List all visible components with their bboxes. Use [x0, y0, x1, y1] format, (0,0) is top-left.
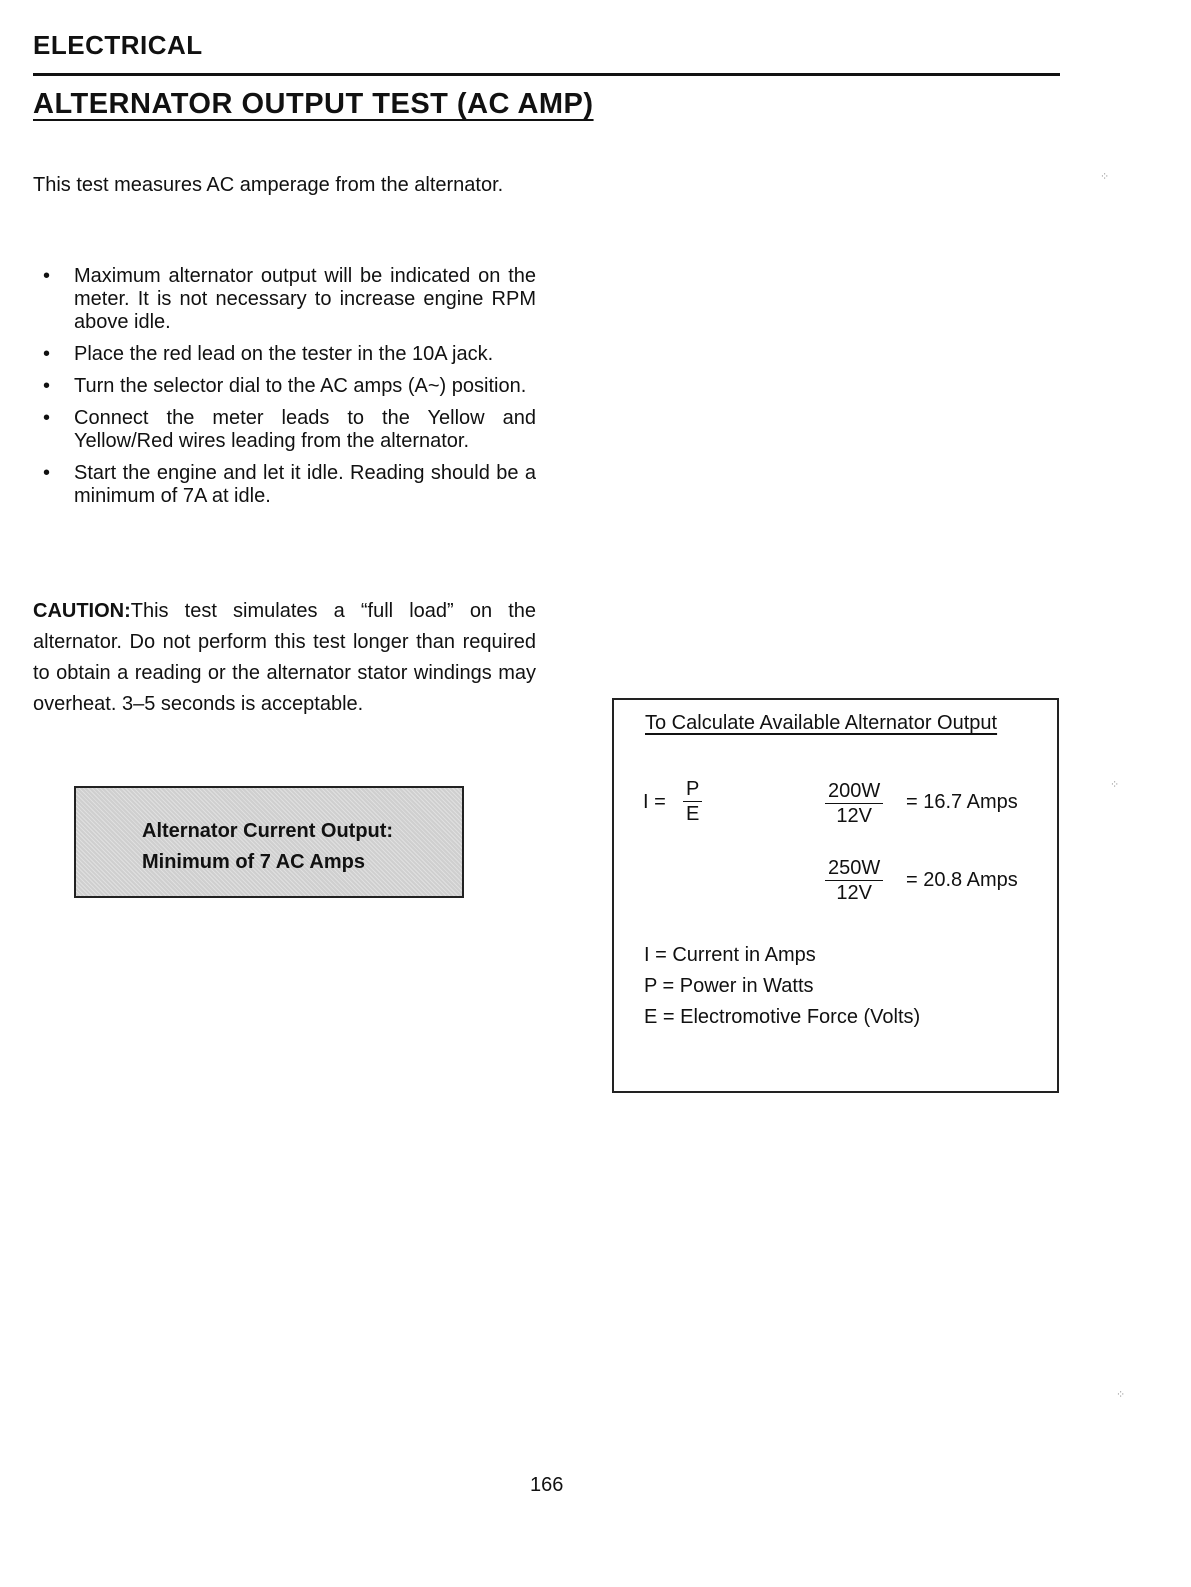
list-item — [33, 265, 536, 334]
example-fraction — [825, 856, 883, 905]
header-rule — [33, 73, 1060, 76]
list-item — [33, 462, 536, 508]
page-number: 166 — [530, 1474, 564, 1496]
list-item: I = Current in Amps — [644, 944, 816, 966]
caution-paragraph — [33, 596, 536, 720]
bullet: • — [43, 343, 51, 365]
step-text: Connect the meter leads to the Yellow and Yellow/Red wires leading from the alternator. — [74, 407, 536, 452]
fraction-numerator: 200W — [825, 779, 883, 804]
step-text: Place the red lead on the tester in the 10A jack. — [74, 343, 494, 365]
example-result: = 20.8 Amps — [906, 869, 1018, 891]
formula-definitions — [644, 940, 920, 1033]
fraction-denominator: E — [686, 803, 700, 825]
formula-fraction — [683, 777, 702, 826]
bullet: • — [43, 407, 51, 429]
list-item: E = Electromotive Force (Volts) — [644, 1006, 921, 1028]
formula-box — [612, 698, 1059, 1093]
list-item — [33, 343, 536, 366]
formula-title: To Calculate Available Alternator Output — [645, 712, 998, 734]
example-result: = 16.7 Amps — [906, 791, 1018, 813]
list-item — [33, 407, 536, 453]
step-text: Start the engine and let it idle. Reading should be a minimum of 7A at idle. — [74, 462, 536, 507]
procedure-steps — [33, 265, 536, 517]
scan-speck: ⁘ — [1110, 779, 1120, 791]
list-item — [33, 375, 536, 398]
intro-paragraph: This test measures AC amperage from the alternator. — [33, 174, 504, 196]
fraction-numerator: P — [683, 777, 702, 802]
list-item: P = Power in Watts — [644, 975, 814, 997]
step-text: Maximum alternator output will be indicated on the meter. It is not necessary to increase engine RPM above idle. — [74, 265, 536, 333]
section-label: ELECTRICAL — [33, 30, 203, 60]
fraction-denominator: 12V — [836, 882, 872, 904]
step-text: Turn the selector dial to the AC amps (A~) position. — [74, 375, 527, 397]
caution-text: This test simulates a “full load” on the alternator. Do not perform this test longer than required to obtain a reading or the alternator stator windings may overheat. 3–5 seconds is acceptable. — [33, 600, 536, 715]
formula-lhs: I = — [643, 791, 666, 813]
bullet: • — [43, 462, 51, 484]
page-title: ALTERNATOR OUTPUT TEST (AC AMP) — [33, 88, 594, 120]
callout-line-2: Minimum of 7 AC Amps — [142, 851, 365, 873]
caution-label: CAUTION: — [33, 600, 131, 622]
scan-speck: ⁘ — [1116, 1389, 1126, 1401]
bullet: • — [43, 375, 51, 397]
fraction-numerator: 250W — [825, 856, 883, 881]
fraction-denominator: 12V — [836, 805, 872, 827]
current-output-callout — [74, 786, 464, 898]
example-fraction — [825, 779, 883, 828]
scan-speck: ⁘ — [1100, 171, 1110, 183]
callout-line-1: Alternator Current Output: — [142, 820, 394, 842]
bullet: • — [43, 265, 51, 287]
